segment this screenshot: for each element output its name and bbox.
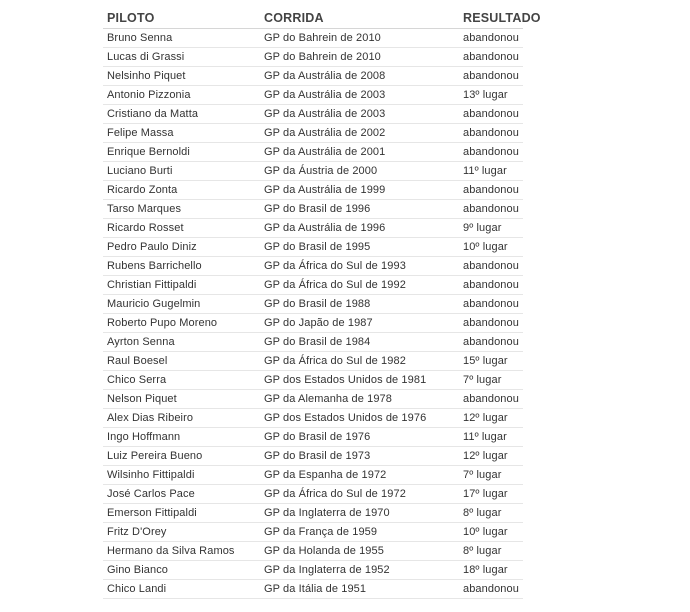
cell-piloto: Luciano Burti [103,162,260,181]
cell-resultado: abandonou [459,124,523,143]
cell-resultado: 12º lugar [459,447,523,466]
cell-piloto: Roberto Pupo Moreno [103,314,260,333]
cell-piloto: Ricardo Rosset [103,219,260,238]
cell-resultado: 8º lugar [459,504,523,523]
table-row [103,200,523,219]
cell-resultado: abandonou [459,67,523,86]
cell-piloto: Wilsinho Fittipaldi [103,466,260,485]
cell-corrida: GP da Inglaterra de 1952 [260,561,459,580]
cell-corrida: GP da Espanha de 1972 [260,466,459,485]
table-row [103,561,523,580]
table-row [103,580,523,599]
cell-piloto: Pedro Paulo Diniz [103,238,260,257]
table-row [103,143,523,162]
header-resultado: RESULTADO [459,8,523,29]
table-body [103,29,523,599]
cell-piloto: Rubens Barrichello [103,257,260,276]
table-row [103,333,523,352]
cell-piloto: Lucas di Grassi [103,48,260,67]
cell-corrida: GP do Bahrein de 2010 [260,48,459,67]
cell-corrida: GP da África do Sul de 1982 [260,352,459,371]
cell-piloto: José Carlos Pace [103,485,260,504]
cell-resultado: 7º lugar [459,466,523,485]
cell-piloto: Bruno Senna [103,29,260,48]
cell-corrida: GP da França de 1959 [260,523,459,542]
table-row [103,485,523,504]
table-row [103,67,523,86]
cell-corrida: GP da Austrália de 1999 [260,181,459,200]
cell-resultado: abandonou [459,105,523,124]
table-row [103,257,523,276]
cell-corrida: GP da Itália de 1951 [260,580,459,599]
table-row [103,86,523,105]
cell-corrida: GP da Austrália de 1996 [260,219,459,238]
header-piloto: PILOTO [103,8,260,29]
results-table [103,8,541,599]
cell-corrida: GP da Austrália de 2002 [260,124,459,143]
cell-piloto: Ingo Hoffmann [103,428,260,447]
table-row [103,314,523,333]
cell-resultado: 11º lugar [459,162,523,181]
cell-resultado: abandonou [459,295,523,314]
table-row [103,124,523,143]
results-table-container [103,8,541,599]
cell-corrida: GP do Brasil de 1996 [260,200,459,219]
cell-corrida: GP da Inglaterra de 1970 [260,504,459,523]
cell-corrida: GP da Holanda de 1955 [260,542,459,561]
table-row [103,409,523,428]
table-row [103,48,523,67]
cell-resultado: 17º lugar [459,485,523,504]
cell-resultado: 11º lugar [459,428,523,447]
cell-piloto: Enrique Bernoldi [103,143,260,162]
cell-piloto: Felipe Massa [103,124,260,143]
cell-resultado: 10º lugar [459,523,523,542]
table-row [103,276,523,295]
cell-resultado: abandonou [459,200,523,219]
cell-piloto: Raul Boesel [103,352,260,371]
table-row [103,390,523,409]
cell-resultado: abandonou [459,390,523,409]
cell-corrida: GP da África do Sul de 1992 [260,276,459,295]
cell-piloto: Nelson Piquet [103,390,260,409]
table-row [103,238,523,257]
table-row [103,29,523,48]
cell-piloto: Nelsinho Piquet [103,67,260,86]
table-row [103,371,523,390]
cell-resultado: abandonou [459,333,523,352]
table-row [103,447,523,466]
table-header [103,8,541,29]
cell-corrida: GP da Austrália de 2001 [260,143,459,162]
cell-corrida: GP do Japão de 1987 [260,314,459,333]
cell-corrida: GP do Brasil de 1988 [260,295,459,314]
cell-piloto: Luiz Pereira Bueno [103,447,260,466]
cell-corrida: GP da Austrália de 2008 [260,67,459,86]
cell-piloto: Emerson Fittipaldi [103,504,260,523]
cell-resultado: abandonou [459,29,523,48]
cell-piloto: Tarso Marques [103,200,260,219]
cell-resultado: 15º lugar [459,352,523,371]
cell-resultado: abandonou [459,257,523,276]
cell-resultado: abandonou [459,48,523,67]
cell-resultado: 8º lugar [459,542,523,561]
cell-piloto: Ricardo Zonta [103,181,260,200]
cell-corrida: GP do Brasil de 1984 [260,333,459,352]
cell-corrida: GP da África do Sul de 1972 [260,485,459,504]
cell-piloto: Chico Serra [103,371,260,390]
cell-corrida: GP da Austrália de 2003 [260,105,459,124]
cell-resultado: 7º lugar [459,371,523,390]
cell-resultado: 13º lugar [459,86,523,105]
table-row [103,466,523,485]
table-row [103,352,523,371]
cell-piloto: Mauricio Gugelmin [103,295,260,314]
cell-resultado: 9º lugar [459,219,523,238]
header-corrida: CORRIDA [260,8,459,29]
table-row [103,504,523,523]
cell-corrida: GP do Bahrein de 2010 [260,29,459,48]
cell-resultado: abandonou [459,276,523,295]
cell-resultado: abandonou [459,314,523,333]
cell-resultado: 18º lugar [459,561,523,580]
table-row [103,105,523,124]
cell-corrida: GP dos Estados Unidos de 1976 [260,409,459,428]
cell-resultado: abandonou [459,181,523,200]
cell-resultado: 10º lugar [459,238,523,257]
table-row [103,523,523,542]
cell-corrida: GP dos Estados Unidos de 1981 [260,371,459,390]
table-row [103,428,523,447]
table-row [103,162,523,181]
cell-piloto: Alex Dias Ribeiro [103,409,260,428]
table-row [103,295,523,314]
cell-piloto: Fritz D'Orey [103,523,260,542]
cell-piloto: Hermano da Silva Ramos [103,542,260,561]
cell-resultado: abandonou [459,143,523,162]
cell-resultado: 12º lugar [459,409,523,428]
header-row [103,8,523,29]
cell-piloto: Cristiano da Matta [103,105,260,124]
cell-piloto: Ayrton Senna [103,333,260,352]
cell-piloto: Antonio Pizzonia [103,86,260,105]
table-row [103,181,523,200]
cell-corrida: GP da Áustria de 2000 [260,162,459,181]
cell-corrida: GP do Brasil de 1995 [260,238,459,257]
cell-piloto: Chico Landi [103,580,260,599]
table-row [103,219,523,238]
cell-corrida: GP da África do Sul de 1993 [260,257,459,276]
cell-resultado: abandonou [459,580,523,599]
cell-corrida: GP do Brasil de 1973 [260,447,459,466]
cell-corrida: GP do Brasil de 1976 [260,428,459,447]
table-row [103,542,523,561]
cell-piloto: Gino Bianco [103,561,260,580]
cell-piloto: Christian Fittipaldi [103,276,260,295]
cell-corrida: GP da Alemanha de 1978 [260,390,459,409]
cell-corrida: GP da Austrália de 2003 [260,86,459,105]
